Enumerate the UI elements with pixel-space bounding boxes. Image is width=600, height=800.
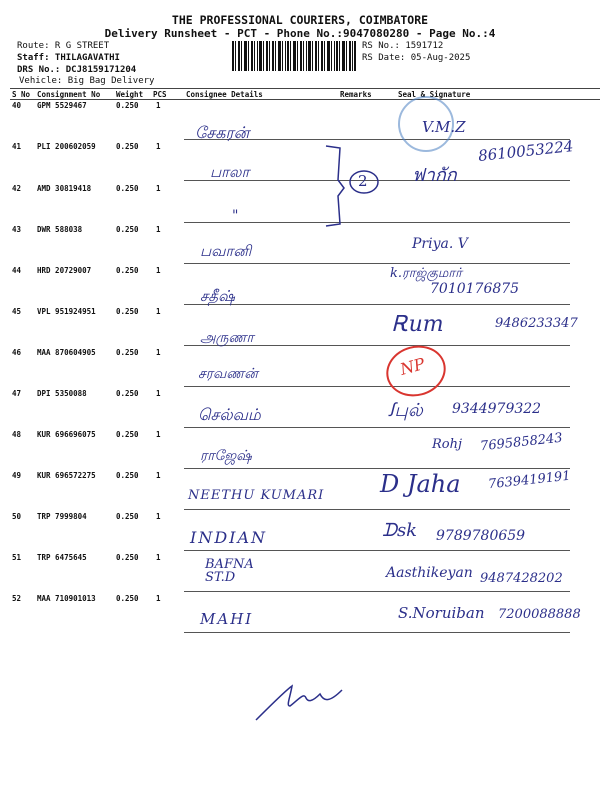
row-sno: 43 <box>12 225 22 234</box>
signature-scribble: k.ராஜ்குமார் <box>390 266 462 281</box>
drs-label: DRS No.: DCJ8159171204 <box>17 65 137 75</box>
signature: 8610053224 <box>477 137 575 165</box>
row-weight: 0.250 <box>116 471 139 480</box>
row-weight: 0.250 <box>116 266 139 275</box>
staff-signature <box>250 676 360 726</box>
row-pcs: 1 <box>156 348 161 357</box>
row-sno: 48 <box>12 430 22 439</box>
row-consignment: TRP 7999804 <box>37 512 87 521</box>
table-row <box>10 346 600 387</box>
row-sno: 40 <box>12 101 22 110</box>
row-pcs: 1 <box>156 430 161 439</box>
row-weight: 0.250 <box>116 348 139 357</box>
row-weight: 0.250 <box>116 184 139 193</box>
signature-scribble: ꭍபுல் <box>388 400 423 421</box>
runsheet-title: THE PROFESSIONAL COURIERS, COIMBATORE <box>171 13 429 27</box>
consignee-handwriting: பவானி <box>200 242 252 260</box>
signature: 9486233347 <box>495 316 578 331</box>
np-label: NP <box>397 354 427 379</box>
consignee-handwriting: பாலா <box>210 163 250 181</box>
row-consignment: VPL 951924951 <box>37 307 96 316</box>
row-weight: 0.250 <box>116 389 139 398</box>
col-pcs: PCS <box>153 90 167 99</box>
row-pcs: 1 <box>156 266 161 275</box>
row-pcs: 1 <box>156 307 161 316</box>
consignee-handwriting: சேகரன் <box>195 123 250 142</box>
row-sno: 44 <box>12 266 22 275</box>
row-consignment: KUR 696696075 <box>37 430 96 439</box>
row-consignment: HRD 20729007 <box>37 266 92 275</box>
signature-scribble: D Jaha <box>380 470 461 498</box>
row-pcs: 1 <box>156 594 161 603</box>
row-sno: 52 <box>12 594 22 603</box>
signature-scribble: ᗪsk <box>382 520 418 541</box>
consignee-handwriting: " <box>232 208 239 224</box>
group-count: 2 <box>358 172 368 190</box>
route-label: Route: R G STREET <box>17 41 110 51</box>
rs-date: RS Date: 05-Aug-2025 <box>362 53 471 63</box>
table-row <box>10 223 600 264</box>
row-consignment: AMD 30819418 <box>37 184 92 193</box>
row-consignment: MAA 870604905 <box>37 348 96 357</box>
runsheet-subtitle: Delivery Runsheet - PCT - Phone No.:9047080280 - Page No.:4 <box>104 27 496 40</box>
signature: 7695858243 <box>479 430 564 455</box>
row-sno: 47 <box>12 389 22 398</box>
consignee-handwriting: MAHI <box>200 610 254 628</box>
row-divider <box>184 632 570 633</box>
consignee-handwriting: NEETHU KUMARI <box>188 488 325 503</box>
row-weight: 0.250 <box>116 594 139 603</box>
signature: 7200088888 <box>498 607 581 622</box>
row-sno: 45 <box>12 307 22 316</box>
signature: 9789780659 <box>436 528 526 544</box>
row-sno: 46 <box>12 348 22 357</box>
barcode <box>232 41 356 71</box>
row-weight: 0.250 <box>116 430 139 439</box>
row-sno: 51 <box>12 553 22 562</box>
signature: 7010176875 <box>430 281 520 297</box>
consignee-handwriting: சதீஷ் <box>200 287 235 305</box>
col-sno: S No <box>12 90 31 99</box>
col-consignment: Consignment No <box>37 90 101 99</box>
consignee-handwriting: சரவணன் <box>198 366 258 382</box>
row-consignment: PLI 200602059 <box>37 142 96 151</box>
signature: 7639419191 <box>487 468 572 493</box>
row-pcs: 1 <box>156 184 161 193</box>
rs-number: RS No.: 1591712 <box>362 41 444 51</box>
consignee-handwriting: BAFNA ST.D <box>205 557 254 585</box>
row-consignment: MAA 710901013 <box>37 594 96 603</box>
signature-scribble: S.Noruiban <box>398 604 485 622</box>
row-sno: 41 <box>12 142 22 151</box>
row-sno: 42 <box>12 184 22 193</box>
signature: 9487428202 <box>480 571 563 586</box>
signature: 9344979322 <box>452 401 542 417</box>
row-weight: 0.250 <box>116 512 139 521</box>
row-consignment: GPM 5529467 <box>37 101 87 110</box>
row-sno: 50 <box>12 512 22 521</box>
row-pcs: 1 <box>156 553 161 562</box>
signature-scribble: ฟากัก <box>412 165 457 186</box>
row-sno: 49 <box>12 471 22 480</box>
signature: Priya. V <box>412 236 468 252</box>
row-pcs: 1 <box>156 471 161 480</box>
signature-scribble: Aasthikeyan <box>386 565 473 581</box>
row-weight: 0.250 <box>116 307 139 316</box>
signature: V.M.Z <box>422 118 466 136</box>
vehicle-label: Vehicle: Big Bag Delivery <box>19 76 155 86</box>
signature-scribble: Ꭱum <box>392 312 444 337</box>
row-consignment: DPI 5350088 <box>37 389 87 398</box>
row-pcs: 1 <box>156 512 161 521</box>
consignee-handwriting: செல்வம் <box>198 405 261 424</box>
col-consignee: Consignee Details <box>186 90 263 99</box>
table-row <box>10 182 600 223</box>
consignee-handwriting: ராஜேஷ் <box>200 448 252 464</box>
row-pcs: 1 <box>156 142 161 151</box>
consignee-handwriting: INDIAN <box>190 528 268 547</box>
row-pcs: 1 <box>156 389 161 398</box>
row-pcs: 1 <box>156 225 161 234</box>
staff-label: Staff: THILAGAVATHI <box>17 53 120 63</box>
row-weight: 0.250 <box>116 101 139 110</box>
row-consignment: KUR 696572275 <box>37 471 96 480</box>
table-row <box>10 99 600 140</box>
row-pcs: 1 <box>156 101 161 110</box>
consignee-handwriting: அருணா <box>200 330 254 346</box>
col-weight: Weight <box>116 90 144 99</box>
col-signature: Seal & Signature <box>398 90 471 99</box>
row-weight: 0.250 <box>116 553 139 562</box>
row-weight: 0.250 <box>116 142 139 151</box>
row-consignment: DWR 588038 <box>37 225 83 234</box>
group-bracket <box>320 140 380 230</box>
col-remarks: Remarks <box>340 90 372 99</box>
signature-scribble: Rohj <box>432 437 463 452</box>
row-weight: 0.250 <box>116 225 139 234</box>
row-consignment: TRP 6475645 <box>37 553 87 562</box>
